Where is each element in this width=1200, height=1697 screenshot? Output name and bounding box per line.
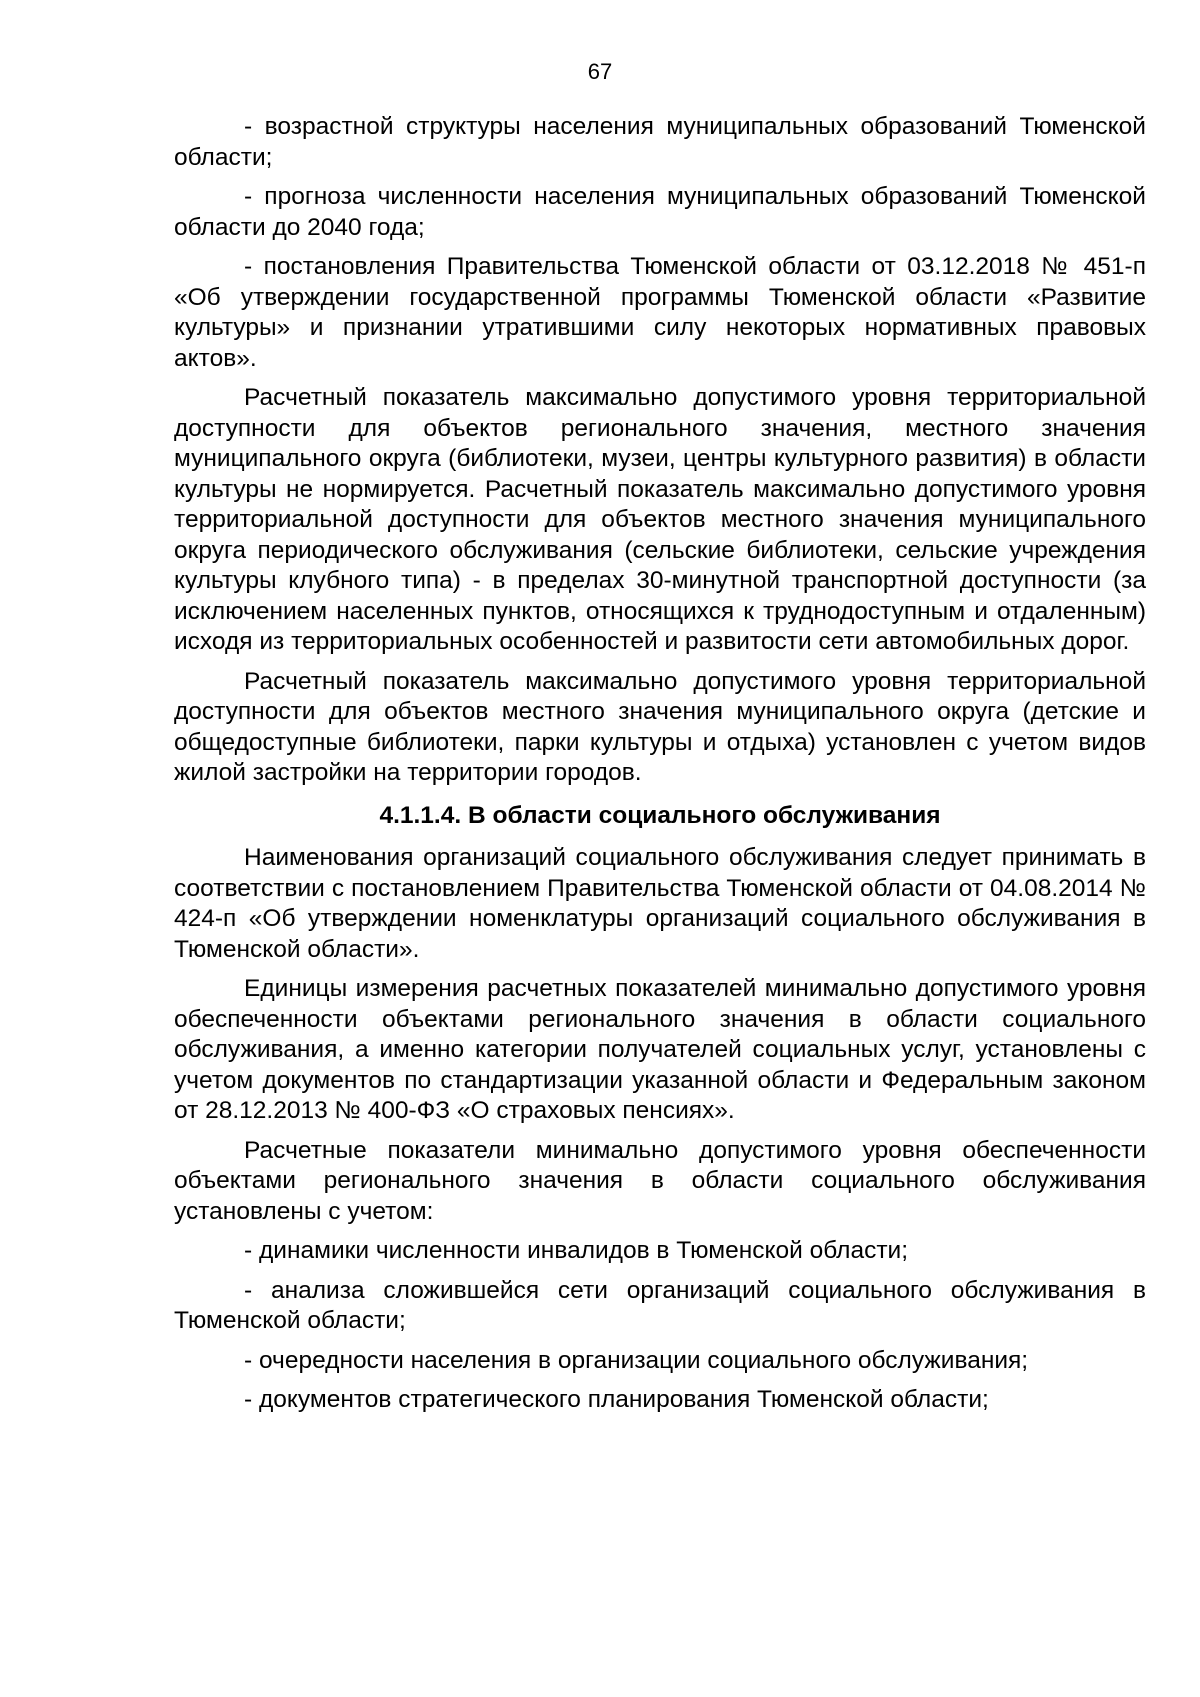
paragraph-culture-local-accessibility: Расчетный показатель максимально допустимого уровня территориальной доступности для объектов местного значения муниципального округа (детские и общедоступные библиотеки, парки культуры и отдыха) установлен с учетом видов жилой застройки на территории городов.	[174, 667, 1146, 786]
list-item-age-structure: - возрастной структуры населения муниципальных образований Тюменской области;	[174, 113, 1146, 171]
paragraph-measurement-units: Единицы измерения расчетных показателей минимально допустимого уровня обеспеченности объектами регионального значения в области социального обслуживания, а именно категории получателей социальных услуг, установлены с учетом документов по стандартизации указанной области и Федеральным законом от 28.12.2013 № 400-ФЗ «О страховых пенсиях».	[174, 975, 1146, 1124]
list-item-population-forecast: - прогноза численности населения муниципальных образований Тюменской области до 2040 года;	[174, 183, 1146, 241]
list-item-disabled-dynamics: - динамики численности инвалидов в Тюменской области;	[244, 1237, 909, 1264]
section-heading: 4.1.1.4. В области социального обслуживания	[379, 801, 941, 829]
paragraph-social-org-names: Наименования организаций социального обслуживания следует принимать в соответствии с постановлением Правительства Тюменской области от 04.08.2014 № 424-п «Об утверждении номенклатуры организаций социального обслуживания в Тюменской области».	[174, 844, 1146, 963]
page-number: 67	[587, 59, 613, 84]
list-item-network-analysis: - анализа сложившейся сети организаций социального обслуживания в Тюменской области;	[174, 1276, 1146, 1334]
page-body	[174, 112, 1146, 1425]
list-item-strategic-documents: - документов стратегического планирования Тюменской области;	[244, 1386, 989, 1413]
list-item-queue: - очередности населения в организации социального обслуживания;	[244, 1346, 1029, 1374]
paragraph-culture-accessibility: Расчетный показатель максимально допустимого уровня территориальной доступности для объектов регионального значения, местного значения муниципального округа (библиотеки, музеи, центры культурного развития) в области культуры не нормируется. Расчетный показатель максимально допустимого уровня территориальной доступности для объектов местного значения муниципального округа периодического обслуживания (сельские библиотеки, сельские учреждения культуры клубного типа) - в пределах 30-минутной транспортной доступности (за исключением населенных пунктов, относящихся к труднодоступным и отдаленным) исходя из территориальных особенностей и развитости сети автомобильных дорог.	[174, 384, 1146, 655]
list-item-government-resolution: - постановления Правительства Тюменской области от 03.12.2018 № 451-п «Об утверждении государственной программы Тюменской области «Развитие культуры» и признании утратившими силу некоторых нормативных правовых актов».	[174, 253, 1146, 372]
paragraph-indicators-basis: Расчетные показатели минимально допустимого уровня обеспеченности объектами регионального значения в области социального обслуживания установлены с учетом:	[174, 1136, 1146, 1225]
